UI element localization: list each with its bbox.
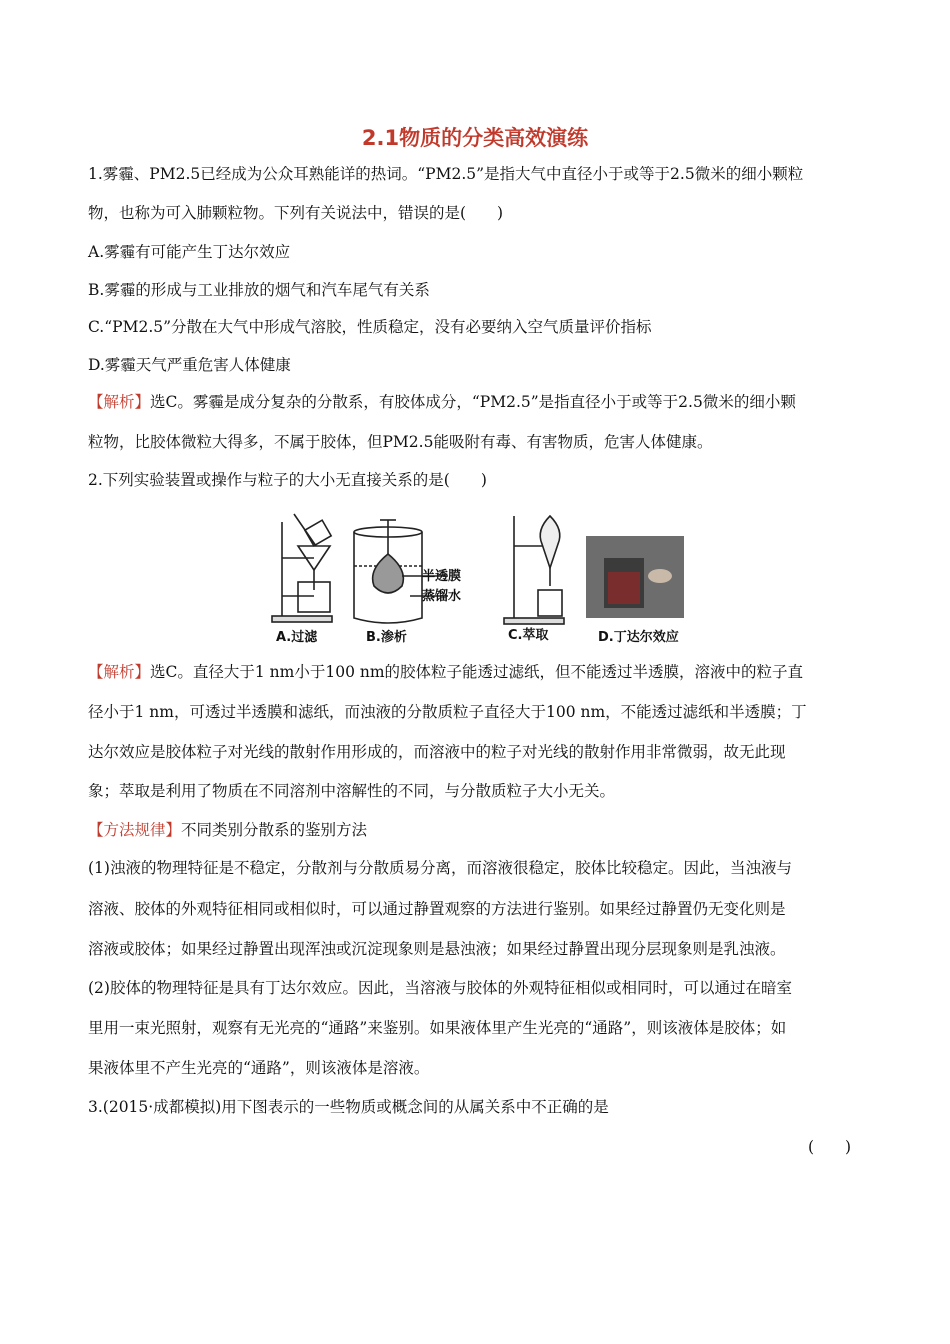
figure-label-c: C.萃取	[508, 628, 549, 643]
q1-analysis-text-1: 选C。雾霾是成分复杂的分散系，有胶体成分，“PM2.5”是指直径小于或等于2.5微米的细小颗	[150, 393, 796, 411]
method-line-5: 里用一束光照射，观察有无光亮的“通路”来鉴别。如果液体里产生光亮的“通路”，则该液体是胶体；如	[88, 1019, 787, 1037]
figure-label-b: B.渗析	[366, 630, 407, 645]
q2-analysis-line-2: 径小于1 nm，可透过半透膜和滤纸，而浊液的分散质粒子直径大于100 nm，不能透过滤纸和半透膜；丁	[88, 703, 807, 721]
experiment-figure	[268, 510, 688, 645]
method-title: 不同类别分散系的鉴别方法	[181, 821, 368, 839]
q1-option-d: D.雾霾天气严重危害人体健康	[88, 356, 291, 374]
q1-stem-line-2: 物，也称为可入肺颗粒物。下列有关说法中，错误的是( )	[88, 204, 504, 222]
figure-label-a: A.过滤	[276, 630, 318, 645]
method-line-4: (2)胶体的物理特征是具有丁达尔效应。因此，当溶液与胶体的外观特征相似或相同时，可以通过在暗室	[88, 979, 792, 997]
q3-stem-line-1: 3.(2015·成都模拟)用下图表示的一些物质或概念间的从属关系中不正确的是	[88, 1098, 609, 1116]
analysis-tag: 【解析】	[88, 393, 151, 411]
filtration-apparatus	[272, 514, 332, 622]
extraction-apparatus	[504, 516, 564, 624]
q3-answer-bracket: ( )	[808, 1138, 852, 1156]
method-line-2: 溶液、胶体的外观特征相同或相似时，可以通过静置观察的方法进行鉴别。如果经过静置仍无变化则是	[88, 900, 786, 918]
distilled-water-label: 蒸馏水	[422, 589, 462, 604]
figure-label-d: D.丁达尔效应	[598, 630, 679, 645]
method-line-3: 溶液或胶体；如果经过静置出现浑浊或沉淀现象则是悬浊液；如果经过静置出现分层现象则是乳浊液。	[88, 940, 786, 958]
method-line-6: 果液体里不产生光亮的“通路”，则该液体是溶液。	[88, 1059, 430, 1077]
method-line-1: (1)浊液的物理特征是不稳定，分散剂与分散质易分离，而溶液很稳定，胶体比较稳定。因此，当浊液与	[88, 859, 792, 877]
q1-analysis-line-2: 粒物，比胶体微粒大得多，不属于胶体，但PM2.5能吸附有毒、有害物质，危害人体健康。	[88, 433, 713, 451]
experiment-apparatus-drawing	[268, 510, 688, 645]
q2-analysis-line-1	[88, 662, 803, 682]
q2-analysis-line-4: 象；萃取是利用了物质在不同溶剂中溶解性的不同，与分散质粒子大小无关。	[88, 782, 616, 800]
analysis-tag: 【解析】	[88, 663, 151, 681]
q1-option-b: B.雾霾的形成与工业排放的烟气和汽车尾气有关系	[88, 281, 430, 299]
q1-stem-line-1: 1.雾霾、PM2.5已经成为公众耳熟能详的热词。“PM2.5”是指大气中直径小于或等于2.5微米的细小颗粒	[88, 165, 804, 183]
q1-option-a: A.雾霾有可能产生丁达尔效应	[88, 243, 291, 261]
q2-analysis-text-1: 选C。直径大于1 nm小于100 nm的胶体粒子能透过滤纸，但不能透过半透膜，溶液中的粒子直	[150, 663, 804, 681]
page-title: 2.1物质的分类高效演练	[361, 126, 589, 150]
q2-stem-line-1: 2.下列实验装置或操作与粒子的大小无直接关系的是( )	[88, 471, 487, 489]
q1-analysis-line-1	[88, 392, 796, 412]
method-tag: 【方法规律】	[88, 821, 182, 839]
q2-analysis-line-3: 达尔效应是胶体粒子对光线的散射作用形成的，而溶液中的粒子对光线的散射作用非常微弱，故无此现	[88, 743, 786, 761]
membrane-label: 半透膜	[422, 569, 462, 584]
method-heading	[88, 820, 367, 840]
q1-option-c: C.“PM2.5”分散在大气中形成气溶胶，性质稳定，没有必要纳入空气质量评价指标	[88, 318, 652, 336]
